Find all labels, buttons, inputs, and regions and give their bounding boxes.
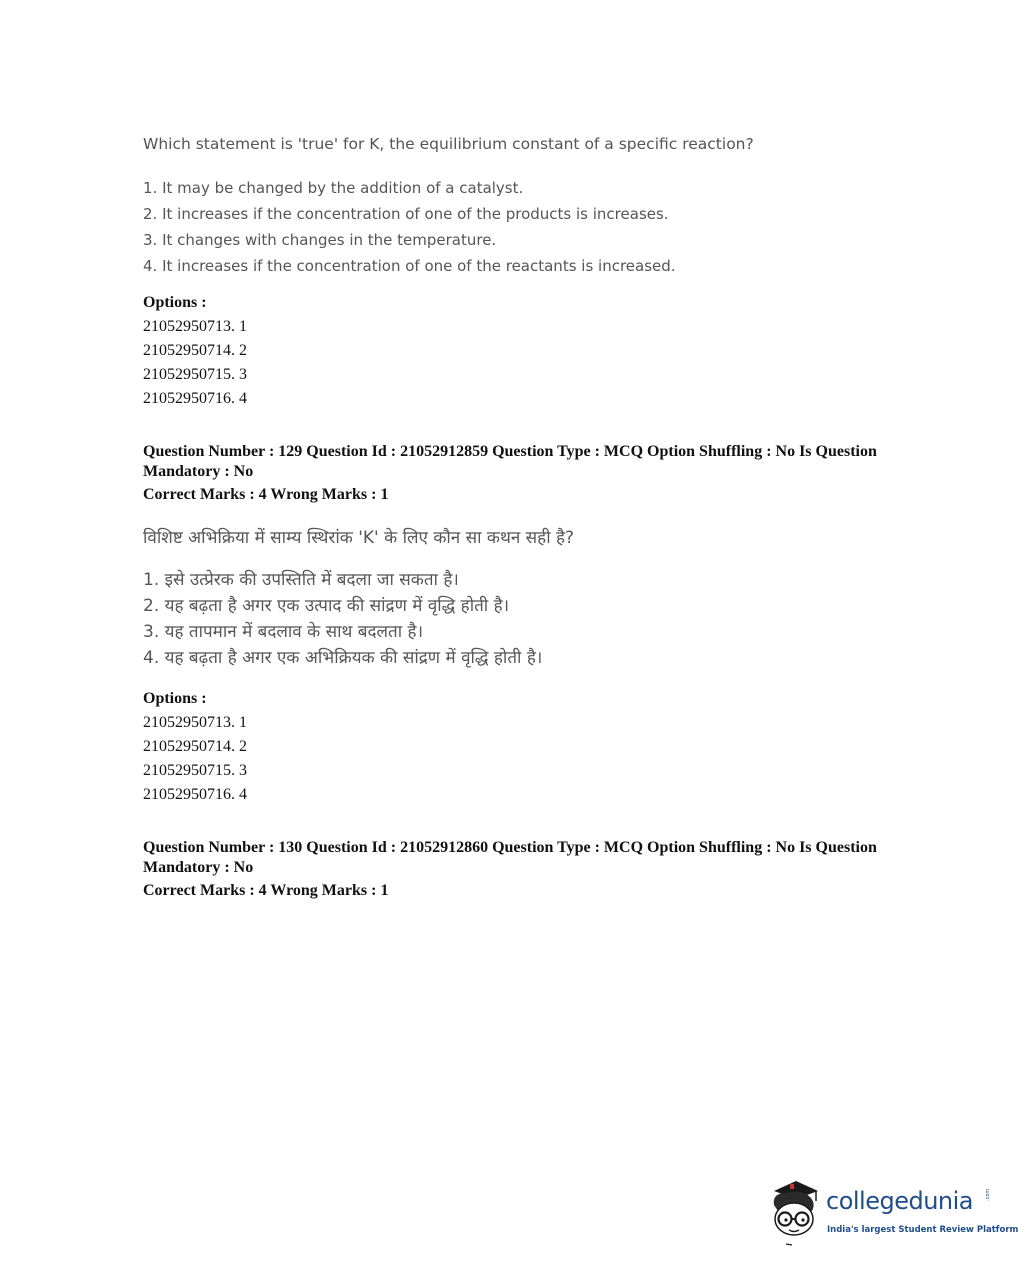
question-128-english xyxy=(143,133,903,279)
option-item: 21052950715. 3 xyxy=(143,762,247,779)
question-meta-130 xyxy=(143,838,888,901)
mascot-icon xyxy=(768,1175,826,1250)
choice-item: 1. It may be changed by the addition of a catalyst. xyxy=(143,179,524,197)
choice-item: 4. It increases if the concentration of one of the reactants is increased. xyxy=(143,257,676,275)
choice-item: 4. यह बढ़ता है अगर एक अभिक्रियक की सांद्रण में वृद्धि होती है। xyxy=(143,648,543,668)
logo-tagline: India's largest Student Review Platform xyxy=(827,1225,1019,1235)
question-choices xyxy=(143,567,903,671)
question-meta-line: Question Number : 129 Question Id : 21052912859 Question Type : MCQ Option Shuffling : No Is Question Mandatory : No xyxy=(143,443,877,480)
question-marks: Correct Marks : 4 Wrong Marks : 1 xyxy=(143,882,389,899)
question-marks: Correct Marks : 4 Wrong Marks : 1 xyxy=(143,486,389,503)
question-choices xyxy=(143,175,903,279)
choice-item: 3. यह तापमान में बदलाव के साथ बदलता है। xyxy=(143,622,424,642)
option-item: 21052950713. 1 xyxy=(143,318,247,335)
options-title: Options : xyxy=(143,690,207,707)
logo-dotcom: .com xyxy=(985,1188,991,1201)
options-title: Options : xyxy=(143,294,207,311)
option-item: 21052950714. 2 xyxy=(143,342,247,359)
logo-wordmark: collegedunia xyxy=(826,1187,974,1215)
question-129-hindi xyxy=(143,527,903,671)
question-meta-line: Question Number : 130 Question Id : 21052912860 Question Type : MCQ Option Shuffling : No Is Question Mandatory : No xyxy=(143,839,877,876)
option-item: 21052950716. 4 xyxy=(143,390,247,407)
choice-item: 1. इसे उत्प्रेरक की उपस्तिति में बदला जा सकता है। xyxy=(143,570,459,590)
options-list xyxy=(143,291,543,411)
option-item: 21052950713. 1 xyxy=(143,714,247,731)
choice-item: 2. It increases if the concentration of one of the products is increases. xyxy=(143,205,669,223)
question-text: विशिष्ट अभिक्रिया में साम्य स्थिरांक 'K' के लिए कौन सा कथन सही है? xyxy=(143,528,575,548)
question-text: Which statement is 'true' for K, the equilibrium constant of a specific reaction? xyxy=(143,135,754,153)
option-item: 21052950714. 2 xyxy=(143,738,247,755)
options-list xyxy=(143,687,543,807)
choice-item: 2. यह बढ़ता है अगर एक उत्पाद की सांद्रण में वृद्धि होती है। xyxy=(143,596,510,616)
option-item: 21052950715. 3 xyxy=(143,366,247,383)
question-meta-129 xyxy=(143,442,888,505)
option-item: 21052950716. 4 xyxy=(143,786,247,803)
choice-item: 3. It changes with changes in the temperature. xyxy=(143,231,497,249)
collegedunia-logo xyxy=(768,1175,1019,1250)
